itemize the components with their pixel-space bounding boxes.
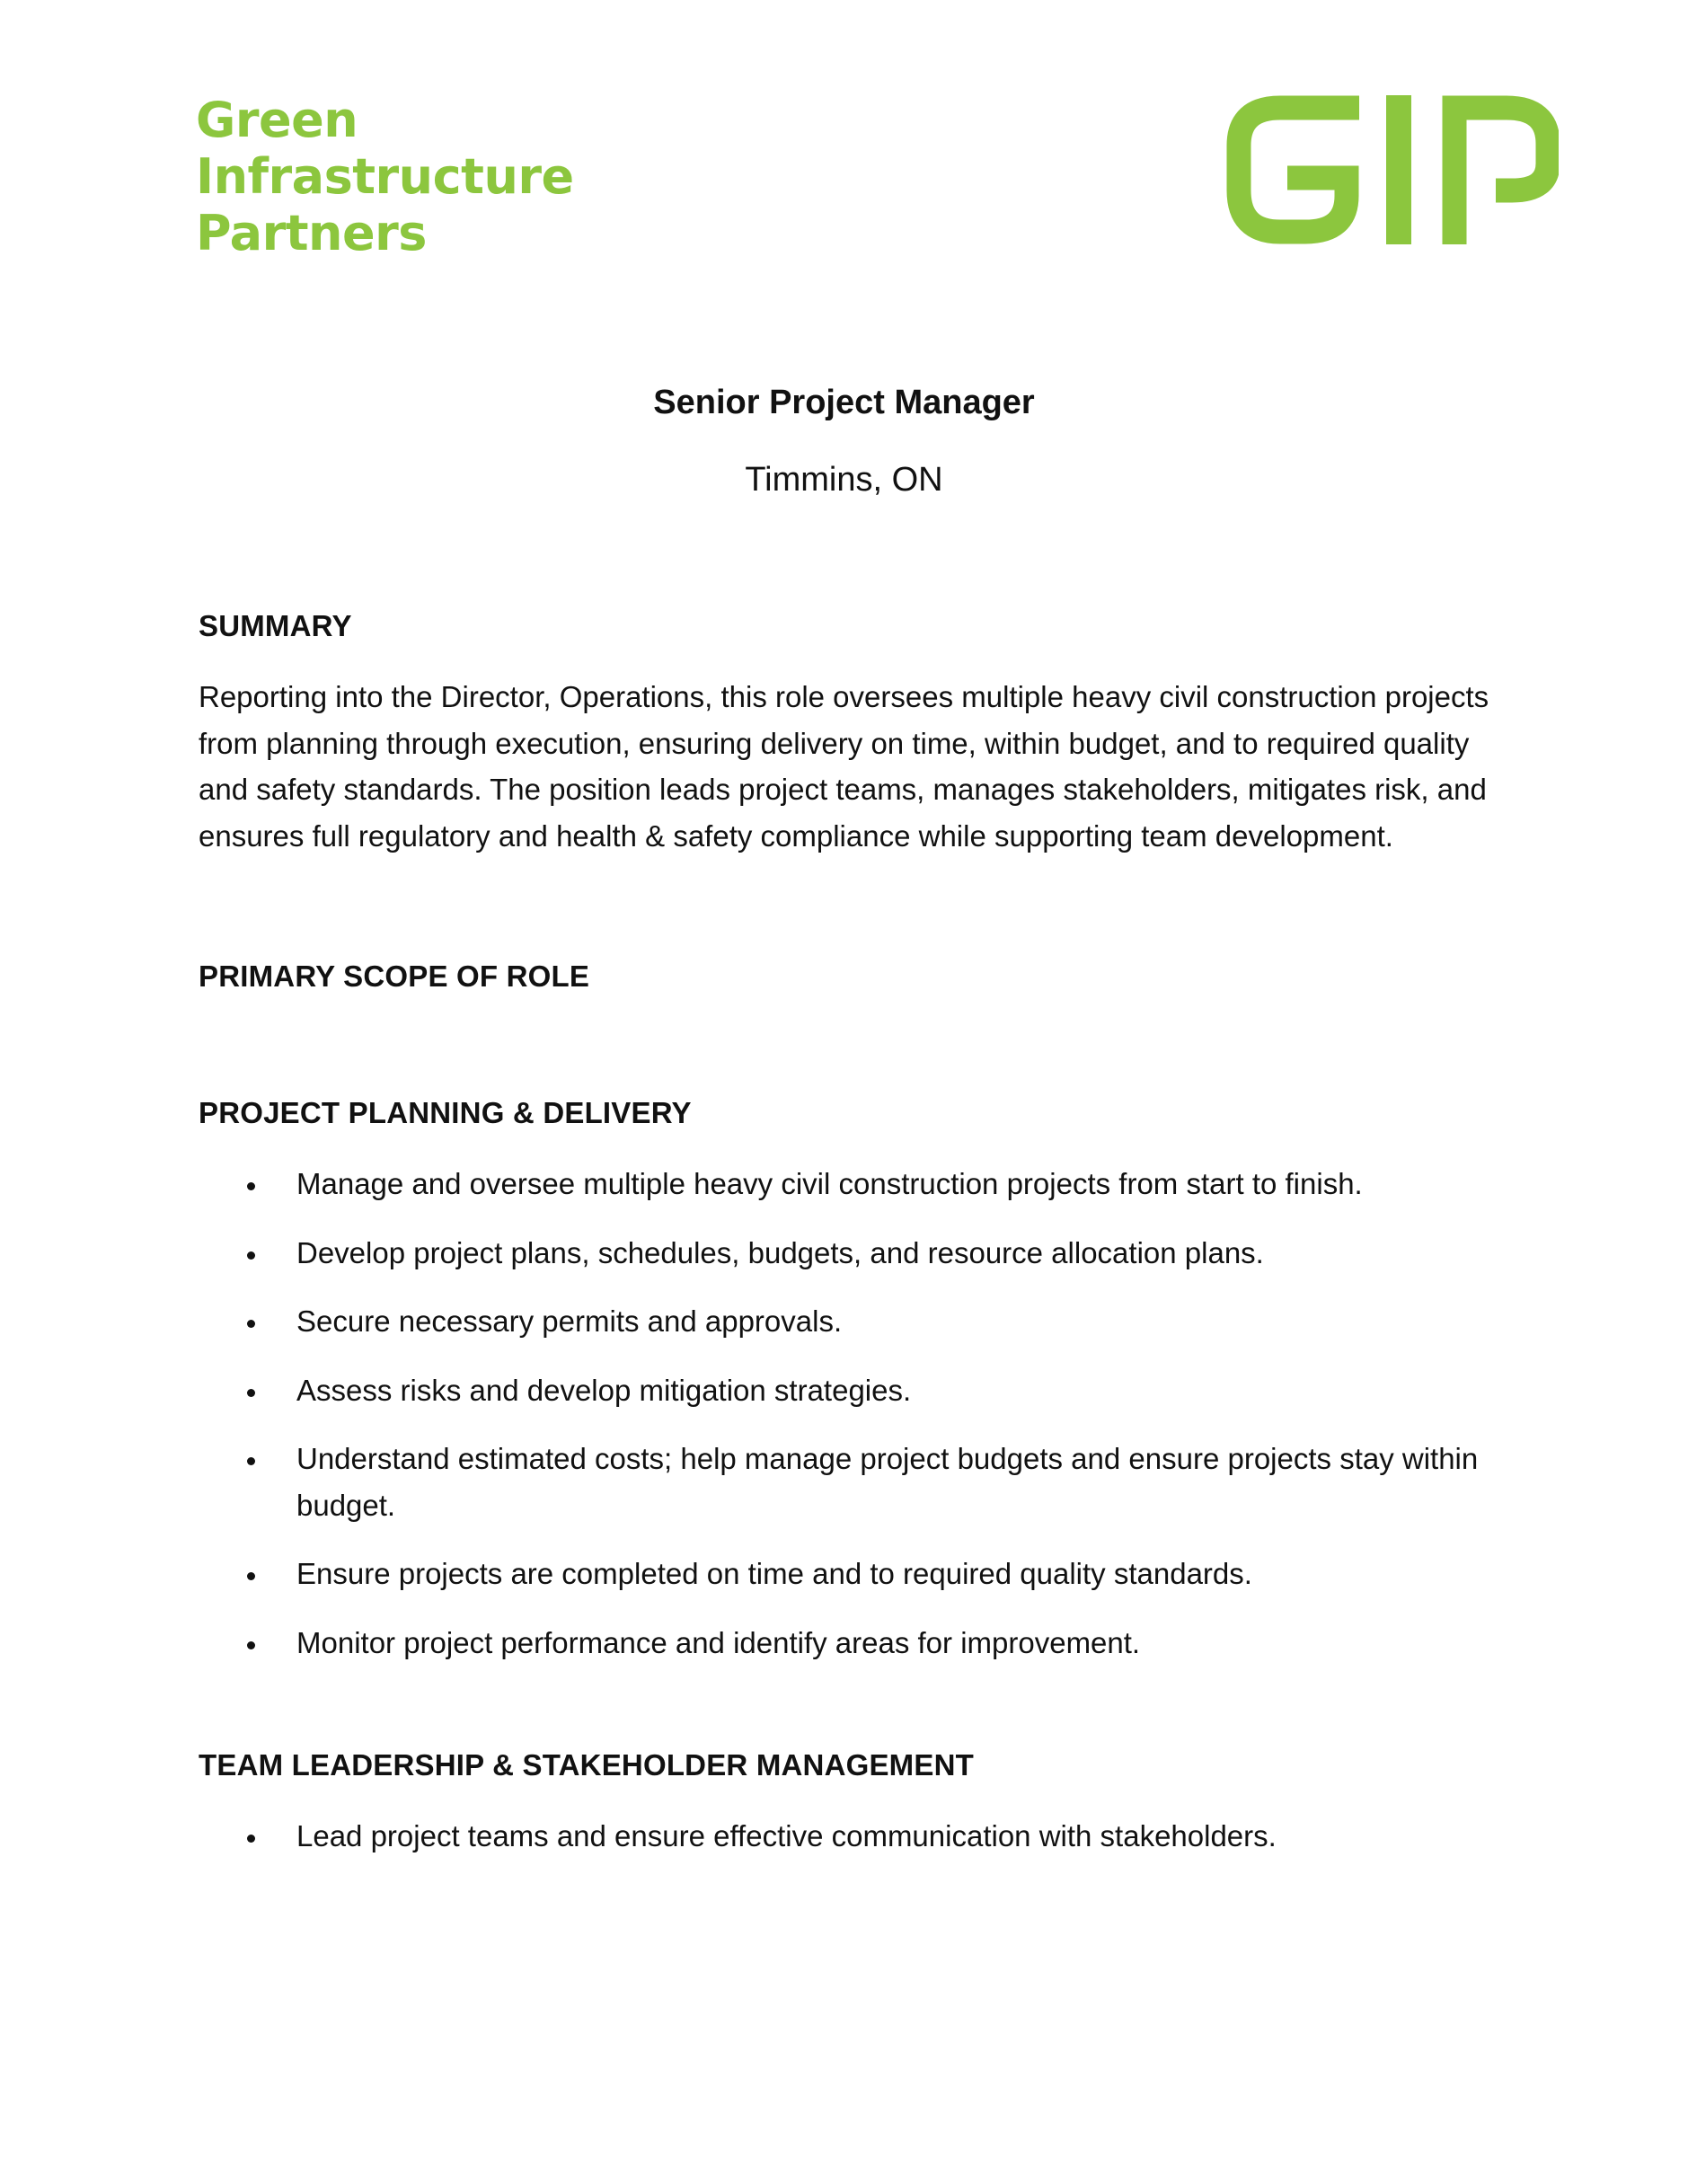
planning-list [199,1161,1519,1666]
wordmark-line: Green [196,92,358,148]
list-item [199,1230,1519,1277]
team-heading: TEAM LEADERSHIP & STAKEHOLDER MANAGEMENT [199,1748,974,1782]
list-item-text: Manage and oversee multiple heavy civil construction projects from start to finish. [296,1167,1363,1200]
list-item-text: Ensure projects are completed on time and to required quality standards. [296,1557,1252,1590]
scope-heading: PRIMARY SCOPE OF ROLE [199,959,590,993]
bullet-icon [247,1457,255,1465]
summary-heading: SUMMARY [199,609,352,642]
list-item-text: Develop project plans, schedules, budgets, and resource allocation plans. [296,1235,1264,1269]
list-item-text: Lead project teams and ensure effective communication with stakeholders. [296,1819,1277,1852]
document-body [199,606,1519,1882]
company-wordmark [196,92,574,262]
list-item [199,1367,1519,1414]
list-item [199,1436,1519,1528]
job-title: Senior Project Manager [653,384,1035,421]
bullet-icon [247,1251,255,1260]
planning-heading: PROJECT PLANNING & DELIVERY [199,1096,692,1129]
bullet-icon [247,1641,255,1649]
list-item-text: Assess risks and develop mitigation strategies. [296,1373,912,1407]
summary-paragraph: Reporting into the Director, Operations, this role oversees multiple heavy civil construction projects from planning through execution, ensuring delivery on time, within budget, and to required quality and safety standards. The position leads project teams, manages stakeholders, mitigates risk, and ensures full regulatory and health & safety compliance while supporting team development. [199,680,1489,853]
wordmark-line: Infrastructure [196,148,574,205]
list-item [199,1813,1519,1860]
list-item [199,1298,1519,1345]
list-item [199,1551,1519,1597]
bullet-icon [247,1320,255,1328]
gip-logo-icon [1226,90,1559,252]
team-list [199,1813,1519,1860]
list-item-text: Monitor project performance and identify areas for improvement. [296,1625,1141,1659]
list-item-text: Understand estimated costs; help manage project budgets and ensure projects stay within budget. [296,1442,1479,1522]
bullet-icon [247,1389,255,1397]
list-item-text: Secure necessary permits and approvals. [296,1304,843,1338]
list-item [199,1620,1519,1667]
wordmark-line: Partners [196,205,427,261]
list-item [199,1161,1519,1207]
bullet-icon [247,1182,255,1190]
bullet-icon [247,1835,255,1843]
job-location: Timmins, ON [745,461,943,499]
bullet-icon [247,1572,255,1580]
